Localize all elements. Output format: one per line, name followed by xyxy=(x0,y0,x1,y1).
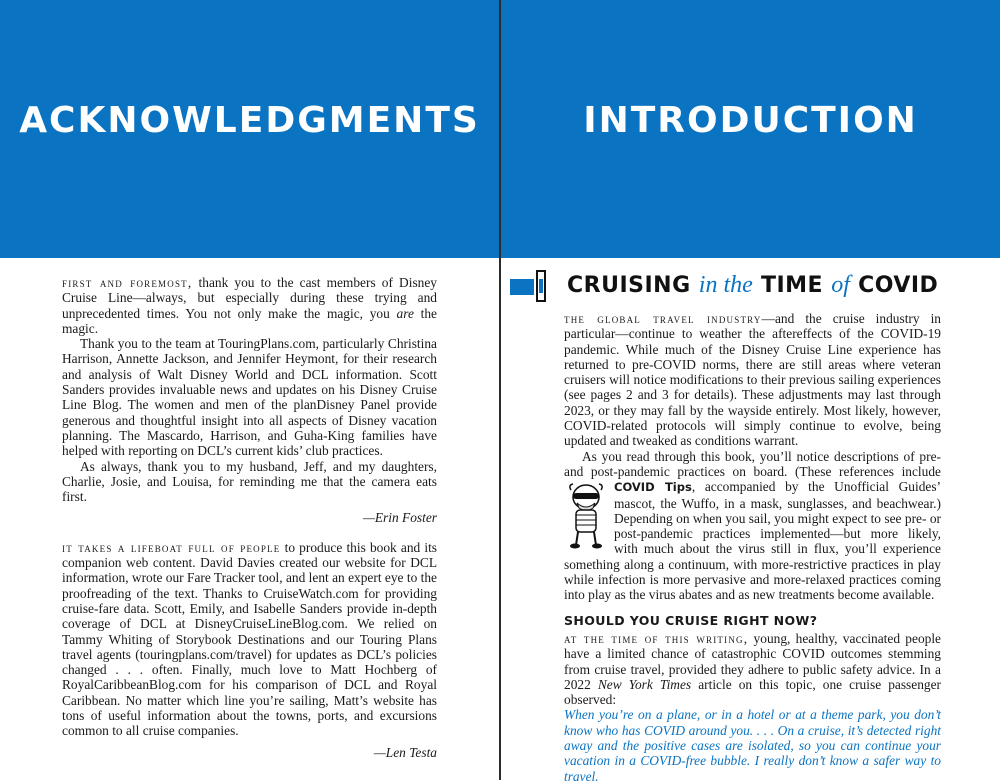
section-bracket-icon xyxy=(536,270,546,302)
intro-lead-1: the global travel industry xyxy=(564,311,762,326)
signature-len-testa: —Len Testa xyxy=(373,744,437,760)
covid-tips-label: COVID Tips xyxy=(614,480,692,495)
passenger-quote: When you’re on a plane, or in a hotel or at a theme park, you don’t know who has COVID around you. . . . On a cruise, it’s detected right away and the positive cases are isolated, so you can continue your vacation in a COVID-free bubble. I really don’t know a safer way to travel. xyxy=(564,707,941,784)
section-heading xyxy=(510,270,990,306)
title-part-a: CRUISING xyxy=(567,273,699,298)
right-page xyxy=(501,0,1000,784)
ack-p1-end: the magic. xyxy=(62,305,437,336)
intro-p1-text: —and the cruise industry in particular—continue to weather the aftereffects of the COVID-19 pandemic. While much of the Disney Cruise Line experience has returned to pre-COVID norms, there are still areas where veteran cruisers will notice modifications to their previous sailing experiences (see pages 2 and 3 for details). These adjustments may last through 2023, or they may fall by the wayside entirely. Most likely, however, COVID-related protocols will simply continue to evolve, being updated and tweaked as conditions warrant. xyxy=(564,311,941,449)
intro-p3-a: young, healthy, vaccinated people have a limited chance of catastrophic COVID outcomes stemming from cruise travel, provided they adhere to public safety advice. In a 2022 xyxy=(564,630,942,692)
title-part-d: of xyxy=(831,272,850,298)
ack-lead-1: first and foremost, xyxy=(62,275,193,290)
introduction-title: INTRODUCTION xyxy=(583,100,918,141)
intro-p2-b: , accompanied by the Unofficial Guides’ mascot, the Wuffo, in a mask, sunglasses, and beachwear.) Depending on when you sail, you might expect to see pre- or post-pandemic practices implemented—but more likely, with much about the virus still in flux, you’ll experience something along a continuum, with more-restrictive practices in play while infection is more pervasive and more-relaxed practices coming into play as the virus abates and as new treatments become available. xyxy=(564,479,941,603)
intro-p3-b: article on this topic, one cruise passenger observed: xyxy=(564,676,941,708)
section-bar-icon xyxy=(510,279,534,295)
ack-p4-text: to produce this book and its companion web content. David Davies created our website for DCL information, wrote our Fare Tracker tool, and lent an expert eye to the proofreading of the text. Thanks to CruiseWatch.com for providing cruise-fare data. Scott, Emily, and Isabelle Sanders provide in-depth coverage of DCL at DisneyCruiseLineBlog.com. We relied on Tammy Whiting of Storybook Destinations and our Touring Plans travel agents (touringplans.com/travel) for updates as DCL’s policies changed . . . often. Finally, much love to Matt Hochberg of RoyalCaribbeanBlog.com for his comparison of DCL and Royal Caribbean. No matter which line you’re sailing, Matt’s website has tons of useful information about the towns, ports, and excursions common to all cruise companies. xyxy=(62,539,438,739)
ack-p1-em: are xyxy=(396,305,414,321)
title-part-b: in the xyxy=(698,272,753,298)
section-title xyxy=(567,272,938,299)
ack-paragraph-3: As always, thank you to my husband, Jeff, and my daughters, Charlie, Josie, and Louisa, for reminding me that the camera eats first. xyxy=(62,458,437,505)
ack-paragraph-1 xyxy=(62,275,437,336)
subhead-cruise-now: SHOULD YOU CRUISE RIGHT NOW? xyxy=(564,612,818,628)
signature-erin-foster: —Erin Foster xyxy=(362,510,437,526)
intro-paragraph-3 xyxy=(564,631,941,707)
title-part-c: TIME xyxy=(752,273,832,298)
ack-paragraph-4 xyxy=(62,540,437,739)
ack-paragraph-2: Thank you to the team at TouringPlans.com, particularly Christina Harrison, Annette Jackson, and Jennifer Heymont, for their research and analysis of Walt Disney World and DCL information. Scott Sanders provides invaluable news and updates on his Disney Cruise Line Blog. The women and men of the planDisney Panel provide generous and thoughtful insight into all aspects of Disney vacation planning. The Mascardo, Harrison, and Guha-King families have helped with reporting on DCL’s current kids’ club practices. xyxy=(62,336,437,459)
intro-p3-em: New York Times xyxy=(597,676,692,692)
title-part-e: COVID xyxy=(849,273,939,298)
introduction-body xyxy=(564,311,941,784)
ack-p1-text: thank you to the cast members of Disney Cruise Line—always, but especially during these trying and unprecedented times. You not only make the magic, you xyxy=(62,275,437,321)
left-page xyxy=(0,0,499,780)
intro-lead-3: at the time of this writing, xyxy=(564,630,749,646)
acknowledgments-banner xyxy=(0,0,499,258)
intro-paragraph-2 xyxy=(564,449,941,603)
acknowledgments-body xyxy=(62,275,437,760)
wuffo-mascot-icon xyxy=(564,481,608,551)
ack-lead-2: it takes a lifeboat full of people xyxy=(62,539,281,555)
intro-paragraph-1 xyxy=(564,311,941,449)
introduction-banner xyxy=(501,0,1000,258)
intro-p2-a: As you read through this book, you’ll notice descriptions of pre- and post-pandemic practices on board. (These references include xyxy=(564,448,941,479)
acknowledgments-title: ACKNOWLEDGMENTS xyxy=(19,100,480,141)
